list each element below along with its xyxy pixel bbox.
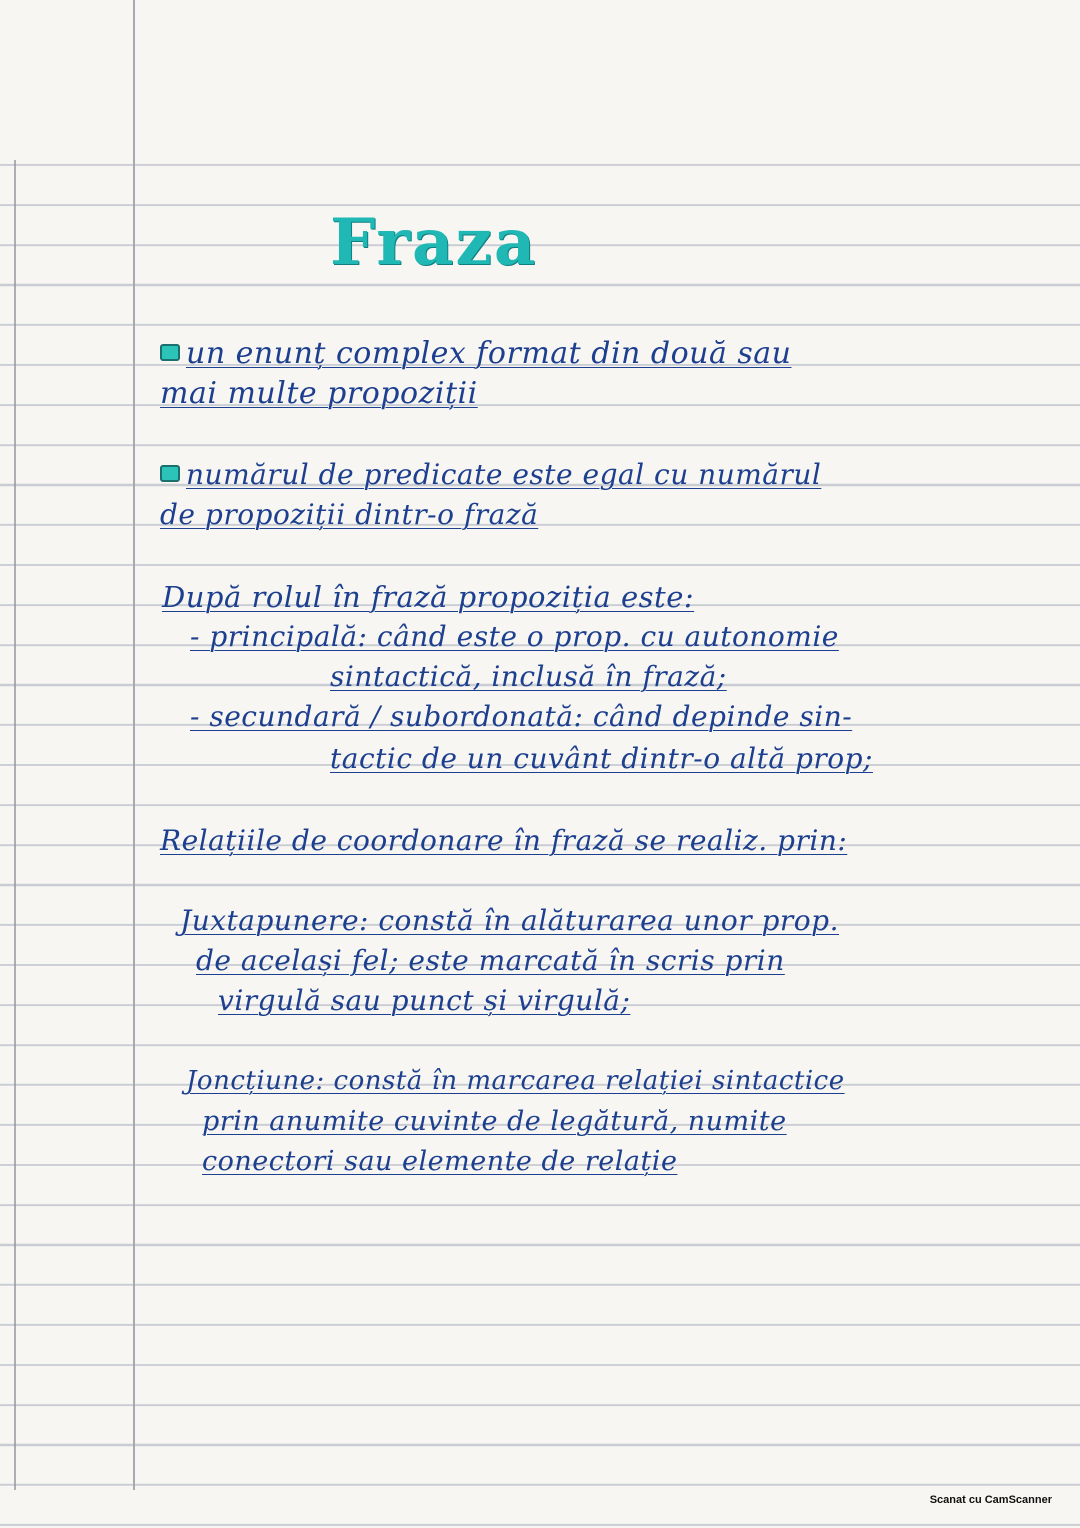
jonctiune-line-3: conectori sau elemente de relație <box>202 1146 678 1177</box>
scanner-watermark: Scanat cu CamScanner <box>929 1494 1052 1506</box>
bullet-2-line-2: de propoziții dintr-o frază <box>160 498 539 531</box>
rol-principala-cont: sintactică, inclusă în frază; <box>330 660 727 693</box>
juxtapunere-line-2: de același fel; este marcată în scris prin <box>196 944 785 977</box>
margin-line <box>133 0 135 1490</box>
jonctiune-line-2: prin anumite cuvinte de legătură, numite <box>202 1106 787 1137</box>
rol-secundara-cont: tactic de un cuvânt dintr-o altă prop; <box>330 742 873 775</box>
bullet-1-line-1 <box>160 336 792 371</box>
bullet-2-line-1 <box>160 458 821 491</box>
rol-heading: După rolul în frază propoziția este: <box>162 580 695 614</box>
rol-principala: - principală: când este o prop. cu autonomie <box>190 620 839 653</box>
jonctiune-line-1: Joncțiune: constă în marcarea relației sintactice <box>186 1066 845 1096</box>
juxtapunere-line-1: Juxtapunere: constă în alăturarea unor prop. <box>180 904 839 937</box>
bullet-1-text-1: un enunț complex format din două sau <box>186 336 792 371</box>
left-binding-edge <box>14 160 16 1490</box>
bullet-1-line-2: mai multe propoziții <box>160 376 478 411</box>
juxtapunere-line-3: virgulă sau punct și virgulă; <box>218 984 631 1017</box>
relatii-heading: Relațiile de coordonare în frază se realiz. prin: <box>160 824 848 857</box>
bullet-marker-icon <box>160 465 180 482</box>
page-title: Fraza <box>330 205 538 280</box>
page-top-margin <box>0 0 1080 160</box>
bullet-marker-icon <box>160 344 180 361</box>
rol-secundara: - secundară / subordonată: când depinde sin- <box>190 700 853 733</box>
bullet-2-text-1: numărul de predicate este egal cu numărul <box>186 458 822 491</box>
